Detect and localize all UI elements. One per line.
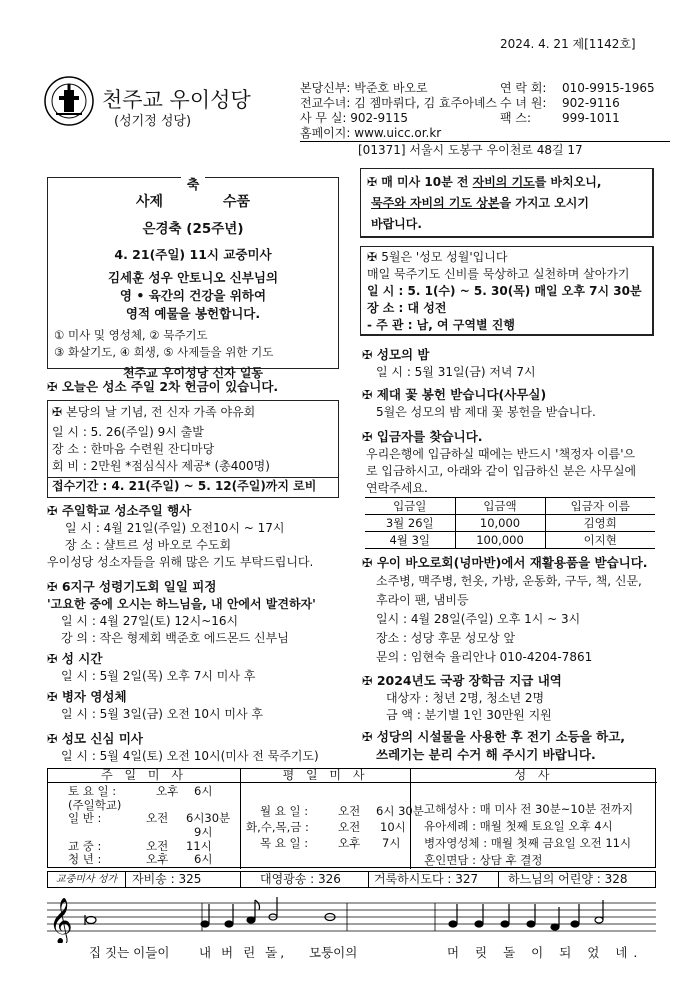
contact-value2: 999-1011 — [562, 111, 620, 125]
contact-row — [300, 80, 670, 95]
jubilee: 은경축 (25주년) — [142, 221, 244, 237]
sacrament-item: 고해성사 : 매 미사 전 30분~10분 전까지 — [424, 802, 634, 816]
celebration-title: 축 — [181, 174, 206, 193]
issue-date: 2024. 4. 21 — [500, 37, 569, 51]
notice-title: ✠ 본당의 날 기념, 전 신자 가족 야유회 — [52, 405, 256, 419]
notice-title: ✠ 5월은 '성모 성월'입니다 — [367, 250, 508, 264]
hymn-item: 하느님의 어린양 : 328 — [508, 872, 628, 886]
table-header: 입금자 이름 — [570, 499, 630, 513]
sacrament-item: 유아세례 : 매월 첫째 토요일 오후 4시 — [424, 819, 613, 833]
notice-scholarship — [362, 672, 562, 724]
picnic-box — [47, 400, 339, 498]
sacrament-item: 혼인면담 : 상담 후 결정 — [424, 853, 543, 867]
music-staff — [47, 893, 656, 943]
notice-mary-night — [362, 346, 536, 381]
sacrament-list — [424, 801, 633, 869]
notice-power — [362, 728, 625, 764]
notice-line: 우이성당 성소자들을 위해 많은 기도 부탁드립니다. — [47, 555, 314, 569]
notice-line: 일 시 : 5월 4일(토) 오전 10시(미사 전 묵주기도) — [61, 749, 319, 763]
notice-line: 일 시 : 5. 26(주일) 9시 출발 — [52, 425, 204, 439]
notice-line: 금 액 : 분기별 1인 30만원 지원 — [386, 708, 552, 722]
notice-line: 일시 : 4월 28일(주일) 오후 1시 ~ 3시 — [376, 612, 581, 626]
contact-label: 사 무 실: — [300, 111, 347, 125]
contact-info — [300, 80, 670, 157]
celebration-heading — [48, 191, 338, 211]
notice-title: ✠ 우이 바오로회(넝마반)에서 재활용품을 받습니다. — [362, 555, 648, 570]
contact-label: 전교수녀: — [300, 96, 351, 110]
notice-recycle — [362, 554, 648, 667]
notice-line: 로 입금하시고, 아래와 같이 입금하신 분은 사무실에 — [366, 464, 637, 478]
text-line: 영적 예물을 봉헌합니다. — [125, 306, 261, 321]
prayer-items — [48, 327, 338, 361]
notice-line: 후라이 팬, 냄비등 — [376, 593, 469, 607]
notice-title: ✠ 6지구 성령기도회 일일 피정 — [47, 579, 217, 594]
lyric-segment: 모퉁이의 — [309, 945, 358, 960]
contact-row — [300, 95, 670, 110]
rosary-line: 묵주와 자비의 기도 상본을 가지고 오시기 — [371, 196, 589, 210]
staff-svg — [47, 893, 656, 943]
schedule-header: 주 일 미 사 — [101, 768, 187, 782]
table-cell: 김영희 — [583, 516, 617, 530]
treble-clef-icon: 𝄞 — [49, 898, 73, 943]
notice-retreat — [47, 578, 316, 647]
contact-row — [300, 125, 670, 140]
notice-line: 일 시 : 4월 21일(주일) 오전10시 ~ 17시 — [65, 521, 285, 535]
notice-line: 일 시 : 5월 3일(금) 오전 10시 미사 후 — [61, 707, 263, 721]
notice-depositor — [362, 428, 636, 497]
contact-label: 본당신부: — [300, 81, 351, 95]
lyric-segment: 내 버 린 돌, — [199, 945, 288, 960]
notice-line: 장 소 : 한마음 수련원 잔디마당 — [52, 442, 215, 456]
sacrament-item: 병자영성체 : 매월 첫째 금요일 오전 11시 — [424, 836, 632, 850]
parish-name: 천주교 우이성당 — [102, 88, 251, 112]
schedule-table — [47, 768, 656, 868]
notice-flowers — [362, 386, 596, 421]
lyric-segment: 집 짓는 이들이 — [89, 945, 170, 960]
table-cell: 4월 3일 — [365, 532, 455, 549]
notice-line: - 주 관 : 남, 여 구역별 진행 — [367, 318, 515, 332]
heading-part: 수품 — [223, 194, 251, 210]
contact-label: 홈페이지: — [300, 126, 351, 140]
contact-label2: 수 녀 원: — [500, 96, 547, 110]
rosary-line: ✠ 매 미사 10분 전 자비의 기도를 바치오니, — [367, 175, 602, 189]
rosary-box — [360, 168, 654, 238]
lyric-segment: 머 릿 돌 이 되 었 네. — [447, 945, 644, 960]
schedule-header: 평 일 미 사 — [282, 768, 369, 782]
notice-line: 장소 : 성당 후문 성모상 앞 — [376, 631, 516, 645]
contact-label2: 팩 스: — [500, 111, 532, 125]
contact-value2: 902-9116 — [562, 96, 620, 110]
notice-title: ✠ 제대 꽃 봉헌 받습니다(사무실) — [362, 387, 547, 402]
notice-marian-mass — [47, 730, 319, 765]
parish-seal — [44, 76, 94, 126]
notice-line: 장 소 : 샬트르 성 바오로 수도회 — [65, 538, 232, 552]
table-cell: 3월 26일 — [365, 515, 455, 532]
table-header-row — [365, 498, 655, 515]
schedule-header: 성 사 — [514, 768, 554, 782]
notice-line: '고요한 중에 오시는 하느님을, 내 안에서 발견하자' — [47, 597, 316, 611]
notice-line: 일 시 : 5월 2일(목) 오후 7시 미사 후 — [61, 669, 256, 683]
notice-line: 우리은행에 입금하실 때에는 반드시 '책정자 이름'으 — [366, 447, 636, 461]
notice-line: 일 시 : 5월 31일(금) 저녁 7시 — [376, 365, 536, 379]
contact-value: 김 젬마뤼다, 김 효주아녜스 — [354, 96, 498, 110]
notice-title: ✠ 주일학교 성소주일 행사 — [47, 503, 192, 518]
table-cell: 이지현 — [583, 533, 617, 547]
text-line: 영 • 육간의 건강을 위하여 — [119, 288, 267, 303]
notice-line: 매일 묵주기도 신비를 묵상하고 실천하며 살아가기 — [367, 267, 630, 281]
notice-title: ✠ 병자 영성체 — [47, 689, 127, 704]
weekday-mass-list: 월 요 일 : 오전 6시 30분 화,수,목,금 : 오전 10시 목 요 일 : 오후 7시 — [246, 804, 424, 850]
table-row — [365, 532, 655, 549]
sunday-mass-list: 토 요 일 : 오후 6시 (주일학교) 일 반 : 오전 6시30분 9시 교 중 : 오전 11시 청 년 : 오후 6시 — [68, 784, 231, 867]
hymn-item: 자비송 : 325 — [132, 872, 202, 886]
lyrics — [47, 943, 656, 963]
rosary-line: 바랍니다. — [371, 217, 422, 231]
table-cell: 100,000 — [455, 532, 545, 549]
notice-title: ✠ 성 시간 — [47, 651, 103, 666]
notice-title: ✠ 오늘은 성소 주일 2차 헌금이 있습니다. — [47, 379, 279, 394]
hymn-label: 교중미사 성가 — [48, 872, 126, 887]
notice-line: 대상자 : 청년 2명, 청소년 2명 — [386, 691, 545, 705]
notice-line: 일 시 : 4월 27일(토) 12시~16시 — [61, 614, 239, 628]
parish-sub: (성기정 성당) — [114, 114, 192, 129]
celebration-box — [47, 177, 339, 380]
notice-line: 5월은 성모의 밤 제대 꽃 봉헌을 받습니다. — [376, 405, 596, 419]
contact-label2: 연 락 회: — [500, 81, 547, 95]
issue-info — [500, 36, 636, 53]
table-header: 입금일 — [365, 498, 455, 515]
hymn-row — [47, 871, 656, 888]
notice-title-2: 쓰레기는 분리 수거 해 주시기 바랍니다. — [376, 747, 596, 762]
hymn-item: 대영광송 : 326 — [260, 872, 341, 886]
celebration-text — [48, 269, 338, 323]
notice-line: 강 의 : 작은 형제회 백준호 에드몬드 신부님 — [61, 631, 289, 645]
notice-sunday-school — [47, 502, 313, 571]
table-row — [365, 515, 655, 532]
hymn-item: 거룩하시도다 : 327 — [374, 872, 479, 886]
contact-row — [300, 110, 670, 125]
notice-title: ✠ 성모의 밤 — [362, 347, 430, 362]
prayer-item: ① 미사 및 영성체, ② 묵주기도 — [54, 328, 208, 342]
notice-holy-hour — [47, 650, 255, 685]
notice-line: 문의 : 임현숙 율리안나 010-4204-7861 — [376, 650, 593, 664]
notice-line: 장 소 : 대 성전 — [367, 301, 447, 315]
notice-line: 소주병, 맥주병, 헌옷, 가방, 운동화, 구두, 책, 신문, — [376, 574, 642, 588]
seal-icon — [44, 76, 94, 126]
table-header: 입금액 — [455, 498, 545, 515]
text-line: 김세훈 성우 안토니오 신부님의 — [107, 270, 279, 285]
contact-value2: 010-9915-1965 — [562, 81, 655, 95]
celebration-sign: 천주교 우이성당 신자 일동 — [122, 366, 264, 380]
notice-title: ✠ 입금자를 찾습니다. — [362, 429, 483, 444]
may-box — [360, 246, 654, 336]
heading-part: 사제 — [135, 194, 163, 210]
table-cell: 10,000 — [455, 515, 545, 532]
deposit-table — [365, 497, 655, 549]
issue-number: 제[1142호] — [572, 37, 636, 51]
prayer-item: ③ 화살기도, ④ 희생, ⑤ 사제들을 위한 기도 — [54, 345, 274, 359]
address: [01371] 서울시 도봉구 우이천로 48길 17 — [300, 141, 670, 157]
notice-line: 회 비 : 2만원 *점심식사 제공* (총400명) — [52, 459, 270, 473]
notice-title: ✠ 성당의 시설물을 사용한 후 전기 소등을 하고, — [362, 729, 626, 744]
notice-line: 일 시 : 5. 1(수) ~ 5. 30(목) 매일 오후 7시 30분 — [367, 284, 642, 298]
homepage-link[interactable]: www.uicc.or.kr — [354, 126, 442, 140]
contact-value: 902-9115 — [350, 111, 409, 125]
contact-value: 박준호 바오로 — [354, 81, 428, 95]
notice-title: ✠ 성모 신심 미사 — [47, 731, 143, 746]
mass-time: 4. 21(주일) 11시 교중미사 — [114, 247, 272, 262]
notice-collection — [47, 378, 278, 396]
notice-title: ✠ 2024년도 국광 장학금 지급 내역 — [362, 673, 562, 688]
notice-sick-communion — [47, 688, 263, 723]
notice-line: 접수기간 : 4. 21(주일) ~ 5. 12(주일)까지 로비 — [48, 477, 338, 495]
notice-line: 연락주세요. — [366, 481, 428, 495]
